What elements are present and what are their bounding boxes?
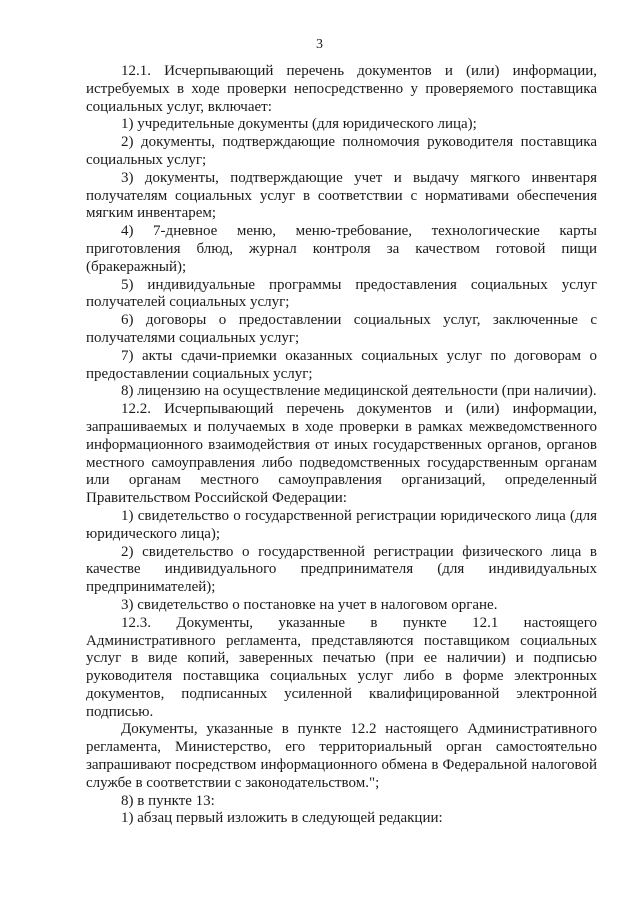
list-item-manager-authority: 2) документы, подтверждающие полномочия руководителя поставщика социальных услуг; [86, 134, 597, 168]
list-item-founding-documents: 1) учредительные документы (для юридического лица); [121, 116, 477, 133]
list-item-soft-inventory: 3) документы, подтверждающие учет и выдачу мягкого инвентаря получателям социальных услуг в соответствии с нормативами обеспечения мягким инвентарем; [86, 169, 597, 222]
list-item-acceptance-acts: 7) акты сдачи-приемки оказанных социальных услуг по договорам о предоставлении социальных услуг; [86, 347, 597, 382]
paragraph-12-1: 12.1. Исчерпывающий перечень документов и (или) информации, истребуемых в ходе проверки непосредственно у проверяемого поставщика социальных услуг, включает: [86, 63, 597, 115]
list-item-contracts: 6) договоры о предоставлении социальных услуг, заключенные с получателями социальных услуг; [86, 312, 597, 346]
list-item-legal-entity-registration: 1) свидетельство о государственной регистрации юридического лица (для юридического лица); [86, 507, 597, 542]
list-item-menu: 4) 7-дневное меню, меню-требование, технологические карты приготовления блюд, журнал контроля за качеством готовой пищи (бракеражный); [86, 223, 597, 275]
page-number: 3 [316, 37, 323, 52]
paragraph-item-8: 8) в пункте 13: [121, 792, 215, 809]
list-item-tax-registration: 3) свидетельство о постановке на учет в налоговом органе. [121, 596, 498, 613]
paragraph-documents-12-2: Документы, указанные в пункте 12.2 настоящего Административного регламента, Министерство, его территориальный орган самостоятельно запрашивают посредством информационного обмена в Федеральной налоговой службе в соответствии с законодательством."; [86, 721, 597, 791]
paragraph-12-3: 12.3. Документы, указанные в пункте 12.1 настоящего Административного регламента, представляются поставщиком социальных услуг в виде копий, заверенных печатью (при ее наличии) и подписью руководителя поставщика социальных услуг либо в форме электронных документов, подписанных усиленной квалифицированной электронной подписью. [86, 614, 597, 720]
paragraph-item-8-1: 1) абзац первый изложить в следующей редакции: [121, 810, 443, 827]
document-body [86, 63, 597, 828]
paragraph-12-2: 12.2. Исчерпывающий перечень документов и (или) информации, запрашиваемых и получаемых в ходе проверки в рамках межведомственного информационного взаимодействия от иных государственных органов, органов местного самоуправления либо подведомственных государственным органам или органам местного самоуправления организаций, определенный Правительством Российской Федерации: [86, 401, 597, 507]
list-item-medical-license: 8) лицензию на осуществление медицинской деятельности (при наличии). [121, 383, 597, 400]
list-item-individual-programs: 5) индивидуальные программы предоставления социальных услуг получателей социальных услуг; [86, 276, 597, 311]
list-item-individual-registration: 2) свидетельство о государственной регистрации физического лица в качестве индивидуального предпринимателя (для индивидуальных предпринимателей); [86, 543, 597, 596]
